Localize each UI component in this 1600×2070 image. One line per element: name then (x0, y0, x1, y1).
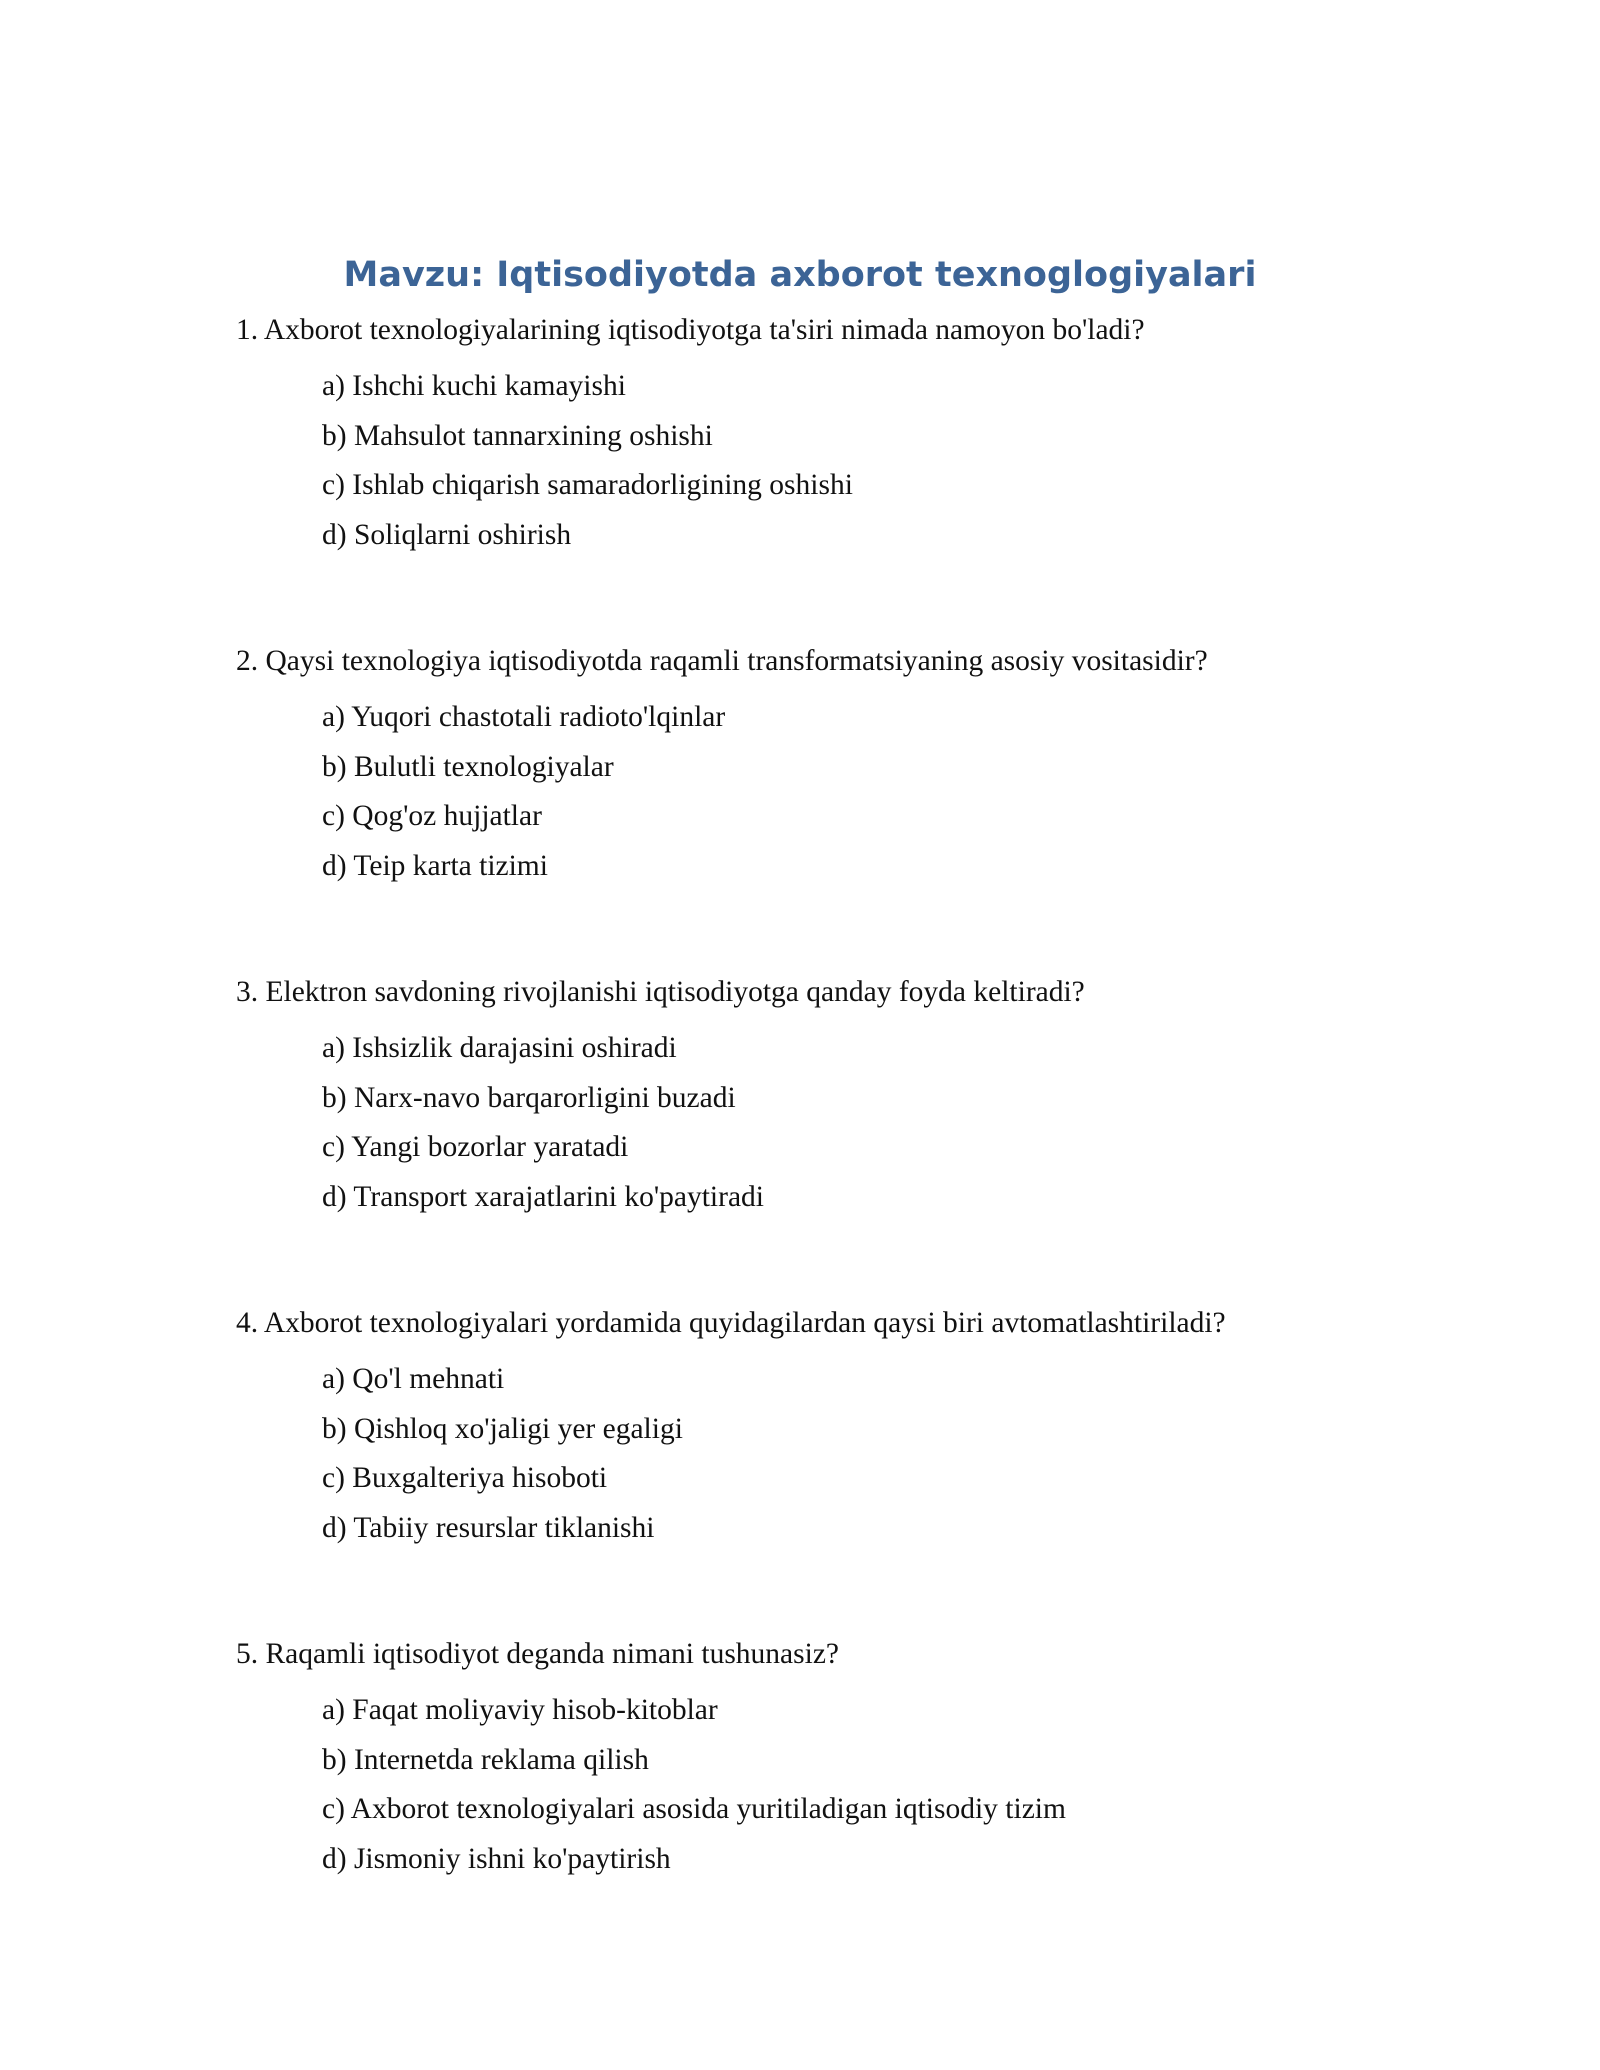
answer-option-d: d) Tabiiy resurslar tiklanishi (322, 1511, 655, 1544)
question-text: 3. Elektron savdoning rivojlanishi iqtisodiyotga qanday foyda keltiradi? (236, 976, 1085, 1008)
answer-option-d: d) Transport xarajatlarini ko'paytiradi (322, 1180, 764, 1213)
question-1 (236, 305, 1436, 560)
question-text: 1. Axborot texnologiyalarining iqtisodiyotga ta'siri nimada namoyon bo'ladi? (236, 314, 1145, 346)
answer-option-a: a) Ishsizlik darajasini oshiradi (322, 1032, 677, 1064)
question-4 (236, 1298, 1436, 1553)
answer-option-d: d) Teip karta tizimi (322, 849, 548, 882)
answer-option-a: a) Ishchi kuchi kamayishi (322, 370, 626, 402)
question-2 (236, 636, 1436, 891)
answer-options (322, 693, 1436, 891)
quiz-list (236, 305, 1436, 1960)
answer-option-b: b) Qishloq xo'jaligi yer egaligi (322, 1412, 683, 1445)
answer-options (322, 1024, 1436, 1222)
answer-option-c: c) Axborot texnologiyalari asosida yuritiladigan iqtisodiy tizim (322, 1793, 1066, 1825)
answer-option-d: d) Soliqlarni oshirish (322, 518, 572, 551)
answer-option-b: b) Mahsulot tannarxining oshishi (322, 419, 713, 452)
answer-option-a: a) Yuqori chastotali radioto'lqinlar (322, 701, 726, 733)
answer-option-b: b) Narx-navo barqarorligini buzadi (322, 1081, 736, 1114)
answer-options (322, 1686, 1436, 1884)
answer-option-c: c) Qog'oz hujjatlar (322, 800, 542, 832)
answer-option-c: c) Ishlab chiqarish samaradorligining oshishi (322, 469, 853, 501)
answer-option-a: a) Qo'l mehnati (322, 1363, 505, 1395)
answer-option-c: c) Buxgalteriya hisoboti (322, 1462, 608, 1494)
question-text: 5. Raqamli iqtisodiyot deganda nimani tushunasiz? (236, 1638, 840, 1670)
question-5 (236, 1629, 1436, 1884)
answer-option-b: b) Internetda reklama qilish (322, 1743, 649, 1776)
answer-option-d: d) Jismoniy ishni ko'paytirish (322, 1842, 671, 1875)
answer-option-b: b) Bulutli texnologiyalar (322, 750, 614, 783)
answer-option-a: a) Faqat moliyaviy hisob-kitoblar (322, 1694, 718, 1726)
question-3 (236, 967, 1436, 1222)
page-title: Mavzu: Iqtisodiyotda axborot texnoglogiyalari (343, 255, 1257, 295)
answer-options (322, 362, 1436, 560)
question-text: 4. Axborot texnologiyalari yordamida quyidagilardan qaysi biri avtomatlashtiriladi? (236, 1307, 1226, 1339)
answer-options (322, 1355, 1436, 1553)
question-text: 2. Qaysi texnologiya iqtisodiyotda raqamli transformatsiyaning asosiy vositasidir? (236, 645, 1208, 677)
answer-option-c: c) Yangi bozorlar yaratadi (322, 1131, 629, 1163)
